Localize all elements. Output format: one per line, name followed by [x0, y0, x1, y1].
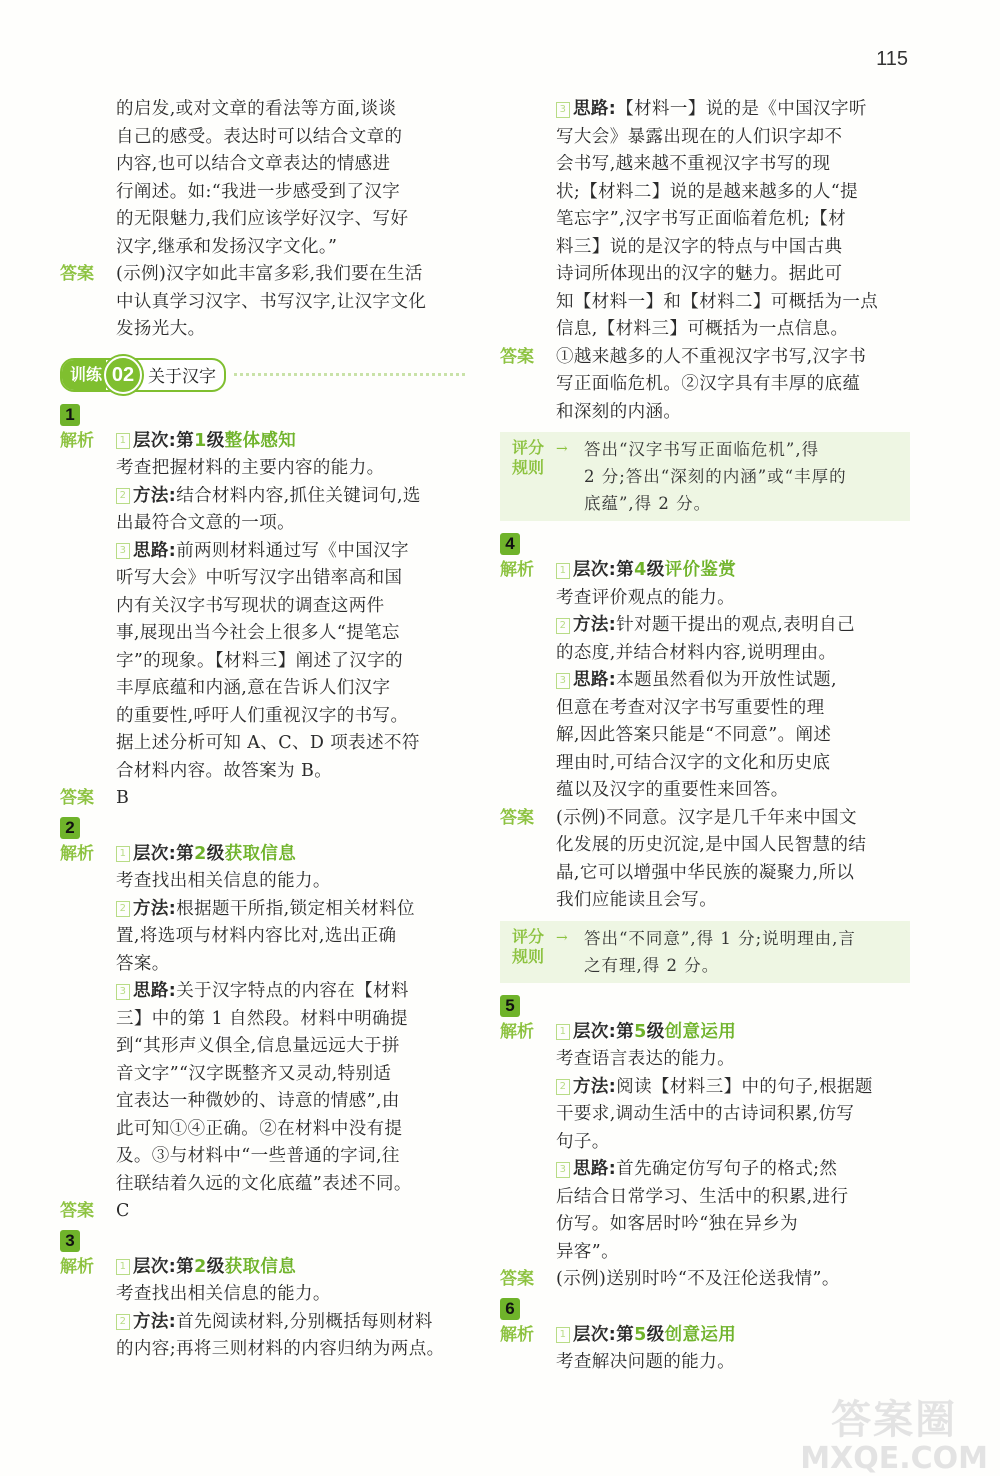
answer-label: 答案 — [500, 1269, 534, 1289]
analysis-label: 解析 — [500, 1324, 534, 1345]
arrow-icon: → — [556, 929, 568, 946]
q3-answer: ①越来越多的人不重视汉字书写,汉字书 写正面临危机。②汉字具有丰厚的底蕴 和深刻的内涵。 — [556, 346, 867, 422]
step-one-icon: 1 — [116, 1259, 130, 1275]
q5-answer: (示例)送别时吟“不及汪伦送我情”。 — [556, 1269, 840, 1289]
answer-label: 答案 — [500, 346, 534, 367]
section-title: 关于汉字 — [148, 367, 217, 387]
level-name: 整体感知 — [224, 430, 297, 451]
question-number: 1 — [60, 404, 80, 426]
question-number: 4 — [500, 533, 520, 555]
answer-label: 答案 — [60, 1201, 94, 1221]
question-number: 5 — [500, 995, 520, 1017]
analysis-label: 解析 — [60, 843, 94, 864]
step-two-icon: 2 — [556, 618, 570, 634]
level-name: 创意运用 — [664, 1324, 737, 1345]
section-number: 02 — [104, 356, 142, 394]
level-name: 获取信息 — [224, 1256, 297, 1277]
analysis-label: 解析 — [500, 560, 534, 580]
step-three-icon: 3 — [556, 102, 570, 118]
step-three-icon: 3 — [556, 1162, 570, 1178]
step-one-icon: 1 — [116, 846, 130, 862]
intro-text: 的启发,或对文章的看法等方面,谈谈 自己的感受。表达时可以结合文章的 内容,也可以结合文章表达的情感进 行阐述。如:“我进一步感受到了汉字 的无限魅力,我们应该学好汉字、写好 汉字,继承和发扬汉字文化。” — [116, 99, 409, 257]
level-name: 创意运用 — [664, 1021, 737, 1042]
step-three-icon: 3 — [556, 673, 570, 689]
step-one-icon: 1 — [556, 1024, 570, 1040]
right-column: 3 思路:【材料一】说的是《中国汉字听 写大会》暴露出现在的人们识字却不 会书写,越来越不重视汉字书写的现 状;【材料二】说的是越来越多的人“提 笔忘字”,汉字书写正面临着危机;【材 料三】说的是汉字的特点与中国古典 诗词所体现出的汉字的魅力。据此可 知【材料一】和【材料二】可概括为一点 信息,【材料三】可概括为一点信息。 答案 ①越来越多的人不重视汉字书写,汉字书 写正面临危机。②汉字具有丰厚的底蕴 和深刻的内涵。 评分 规则 → 答出“汉字书写正面临危机”,得 2 分;答出“深刻的内涵”或“丰厚的 底蕴”,得 2 分。 4 解析 1 层次:第4级评价鉴赏 考查评价观点的能力。 2 方法:针对题干提出的观点,表明自己 的态度,并结合材料内容,说明理由。 3 思路:本题虽然看似为开放性试题, 但意在考查对汉字书写重要性的理 解,因此答案只能是“不同意”。阐述 理由时,可结合汉字的文化和历史底 蕴以及汉字的重要性来回答。 答案 (示例)不同意。汉字是几千年来中国文 化发展的历史沉淀,是中国人民智慧的结 晶,它可以增强中华民族的凝聚力,所以 我们应能读且会写。 评分 规则 → 答出“不同意”,得 1 分;说明理由,言 之有理,得 2 分。 5 解析 1 层次:第5级创意运用 考查语言表达的能力。 2 方法:阅读【材料三】中的句子,根据题 干要求,调动生活中的古诗词积累,仿写 句子。 3 思路:首先确定仿写句子的格式;然 后结合日常学习、生活中的积累,进行 仿写。如客居时吟“独在异乡为 异客”。 答案 (示例)送别时吟“不及汪伦送我情”。 6 解析 1 层次:第5级创意运用 考查解决问题的能力。 — [500, 96, 910, 1377]
q2-answer: C — [116, 1201, 130, 1221]
step-two-icon: 2 — [556, 1079, 570, 1095]
scoring-rubric: 评分 规则 → 答出“汉字书写正面临危机”,得 2 分;答出“深刻的内涵”或“丰厚的 底蕴”,得 2 分。 — [500, 432, 910, 521]
q1-answer: B — [116, 788, 130, 808]
step-two-icon: 2 — [116, 1314, 130, 1330]
section-label: 训练 — [62, 360, 106, 390]
step-one-icon: 1 — [556, 1327, 570, 1343]
level-name: 获取信息 — [224, 843, 297, 864]
step-two-icon: 2 — [116, 488, 130, 504]
section-divider — [234, 373, 465, 376]
step-one-icon: 1 — [116, 433, 130, 449]
step-three-icon: 3 — [116, 543, 130, 559]
answer-label: 答案 — [500, 807, 534, 828]
level-name: 评价鉴赏 — [664, 560, 737, 580]
watermark-logo: 答案圈 MXQE.COM — [800, 1397, 988, 1476]
question-number: 2 — [60, 817, 80, 839]
answer-label: 答案 — [60, 264, 94, 284]
step-one-icon: 1 — [556, 563, 570, 579]
page-number: 115 — [876, 48, 908, 70]
intro-answer: (示例)汉字如此丰富多彩,我们要在生活 中认真学习汉字、书写汉字,让汉字文化 发扬光大。 — [116, 264, 427, 339]
analysis-label: 解析 — [60, 1256, 94, 1277]
arrow-icon: → — [556, 441, 568, 457]
question-number: 6 — [500, 1298, 520, 1320]
answer-label: 答案 — [60, 788, 94, 808]
q4-answer: (示例)不同意。汉字是几千年来中国文 化发展的历史沉淀,是中国人民智慧的结 晶,它可以增强中华民族的凝聚力,所以 我们应能读且会写。 — [556, 807, 867, 910]
analysis-label: 解析 — [60, 430, 94, 451]
step-three-icon: 3 — [116, 984, 130, 1000]
step-two-icon: 2 — [116, 901, 130, 917]
analysis-label: 解析 — [500, 1021, 534, 1042]
section-header — [60, 358, 465, 392]
scoring-rubric: 评分 规则 → 答出“不同意”,得 1 分;说明理由,言 之有理,得 2 分。 — [500, 921, 910, 983]
question-number: 3 — [60, 1230, 80, 1252]
left-column: 的启发,或对文章的看法等方面,谈谈 自己的感受。表达时可以结合文章的 内容,也可以结合文章表达的情感进 行阐述。如:“我进一步感受到了汉字 的无限魅力,我们应该学好汉字、写好 汉字,继承和发扬汉字文化。” 答案 (示例)汉字如此丰富多彩,我们要在生活 中认真学习汉字、书写汉字,让汉字文化 发扬光大。 训练 02 关于汉字 1 解析 1 层次:第1级整体感知 考查把握材料的主要内容的能力。 2 方法:结合材料内容,抓住关键词句,选 出最符合文意的一项。 3 思路:前两则材料通过写《中国汉字 听写大会》中听写汉字出错率高和国 内有关汉字书写现状的调查这两件 事,展现出当今社会上很多人“提笔忘 字”的现象。【材料三】阐述了汉字的 丰厚底蕴和内涵,意在告诉人们汉字 的重要性,呼吁人们重视汉字的书写。 据上述分析可知 A、C、D 项表述不符 合材料内容。故答案为 B。 答案 B 2 解析 1 层次:第2级获取信息 考查找出相关信息的能力。 2 方法:根据题干所指,锁定相关材料位 置,将选项与材料内容比对,选出正确 答案。 3 思路:关于汉字特点的内容在【材料 三】中的第 1 自然段。材料中明确提 到“其形声义俱全,信息量远远大于拼 音文字”“汉字既整齐又灵动,特别适 宜表达一种微妙的、诗意的情感”,由 此可知①④正确。②在材料中没有提 及。③与材料中“一些普通的字词,往 往联结着久远的文化底蕴”表述不同。 答案 C 3 解析 1 层次:第2级获取信息 考查找出相关信息的能力。 2 方法:首先阅读材料,分别概括每则材料 的内容;再将三则材料的内容归纳为两点。 — [60, 96, 465, 1364]
